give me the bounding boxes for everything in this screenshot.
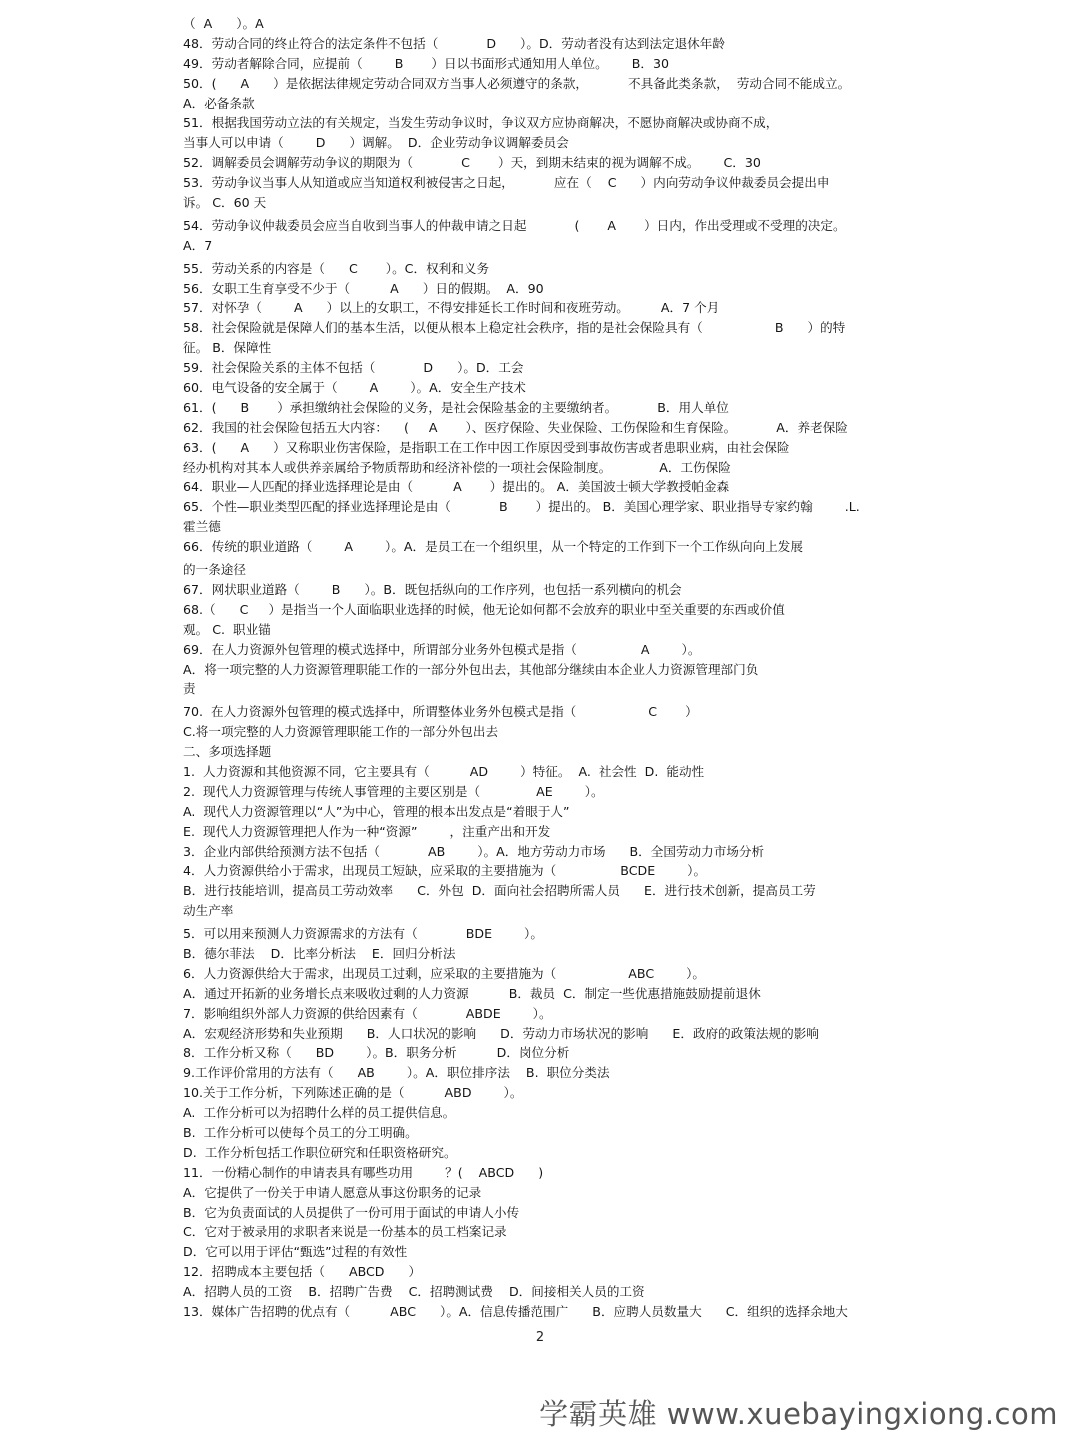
text-line: A. 工作分析可以为招聘什么样的员工提供信息。 [183, 1105, 456, 1121]
text-line: 60．电气设备的安全属于（ A ）。A．安全生产技术 [183, 380, 526, 396]
text-line: 1. 人力资源和其他资源不同，它主要具有（ AD ）特征。 A. 社会性 D. 能动性 [183, 763, 705, 779]
text-line: 5．可以用来预测人力资源需求的方法有（ BDE ）。 [183, 926, 543, 942]
text-line: B．进行技能培训，提高员工劳动效率 C．外包 D．面向社会招聘所需人员 E．进行技术创新，提高员工劳 [183, 883, 816, 899]
text-line: 53．劳动争议当事人从知道或应当知道权利被侵害之日起， 应在（ C ）内向劳动争议仲裁委员会提出申 [183, 175, 830, 191]
text-line: 55．劳动关系的内容是（ C ）。C．权利和义务 [183, 260, 490, 276]
text-line: 当事人可以申请（ D ）调解。 D．企业劳动争议调解委员会 [183, 135, 569, 151]
text-line: 13．媒体广告招聘的优点有（ ABC ）。A．信息传播范围广 B．应聘人员数量大 C．组织的选择余地大 [183, 1304, 848, 1319]
text-line: 65．个性—职业类型匹配的择业选择理论是由（ B ）提出的。 B．美国心理学家、职业指导专家约翰 .L. [183, 499, 860, 515]
text-line: 58．社会保险就是保障人们的基本生活，以便从根本上稳定社会秩序，指的是社会保险具有（ B ）的特 [183, 320, 846, 336]
text-line: B．它为负责面试的人员提供了一份可用于面试的申请人小传 [183, 1204, 520, 1220]
text-line: 68.（ C ）是指当一个人面临职业选择的时候，他无论如何都不会放弃的职业中至关重要的东西或价值 [183, 601, 785, 617]
text-line: A．将一项完整的人力资源管理职能工作的一部分外包出去，其他部分继续由本企业人力资源管理部门负 [183, 661, 759, 677]
text-line: B．德尔菲法 D．比率分析法 E．回归分析法 [183, 945, 456, 961]
text-line: 霍兰德 [183, 519, 221, 535]
text-line: 二、多项选择题 [183, 744, 272, 760]
watermark-logo: 学霸英雄 www.xuebayingxiong.com [539, 1397, 1058, 1431]
text-line: C．它对于被录用的求职者来说是一份基本的员工档案记录 [183, 1224, 507, 1240]
text-line: 62．我国的社会保险包括五大内容： ( A ）、医疗保险、失业保险、工伤保险和生育保险。 A．养老保险 [183, 419, 848, 435]
text-line: 6．人力资源供给大于需求，出现员工过剩，应采取的主要措施为（ ABC ）。 [183, 965, 706, 981]
text-line: 48．劳动合同的终止符合的法定条件不包括（ D ）。D．劳动者没有达到法定退休年龄 [183, 35, 725, 51]
text-line: 52．调解委员会调解劳动争议的期限为（ C ）天，到期未结束的视为调解不成。 C．30 [183, 155, 761, 171]
text-line: 动生产率 [183, 903, 234, 919]
text-line: D．它可以用于评估“甄选”过程的有效性 [183, 1244, 408, 1260]
text-line: 51．根据我国劳动立法的有关规定，当发生劳动争议时，争议双方应协商解决，不愿协商解决或协商不成， [183, 115, 779, 131]
text-line: 3．企业内部供给预测方法不包括（ AB ）。A．地方劳动力市场 B．全国劳动力市场分析 [183, 843, 765, 859]
text-line: E. 现代人力资源管理把人作为一种“资源” ，注重产出和开发 [183, 823, 551, 839]
text-line: 57．对怀孕（ A ）以上的女职工，不得安排延长工作时间和夜班劳动。 A．7 个月 [183, 300, 720, 316]
text-line: 9.工作评价常用的方法有（ AB ）。A．职位排序法 B. 职位分类法 [183, 1065, 610, 1081]
text-line: 观。 C. 职业锚 [183, 621, 271, 637]
text-line: 61．( B ）承担缴纳社会保险的义务，是社会保险基金的主要缴纳者。 B．用人单位 [183, 399, 729, 415]
text-line: D. 工作分析包括工作职位研究和任职资格研究。 [183, 1144, 457, 1160]
text-line: A．必备条款 [183, 95, 255, 111]
text-line: 59．社会保险关系的主体不包括（ D ）。D．工会 [183, 360, 524, 376]
document-body [183, 14, 913, 1322]
text-line: 50．( A ）是依据法律规定劳动合同双方当事人必须遵守的条款， 不具备此类条款， 劳动合同不能成立。 [183, 75, 851, 91]
text-line: 8．工作分析又称（ BD ）。B．职务分析 D．岗位分析 [183, 1045, 570, 1061]
text-line: 66．传统的职业道路（ A ）。A．是员工在一个组织里，从一个特定的工作到下一个工作纵向向上发展 [183, 539, 803, 555]
text-line: 10.关于工作分析，下列陈述正确的是（ ABD ）。 [183, 1085, 523, 1101]
text-line: 12．招聘成本主要包括（ ABCD ） [183, 1264, 422, 1280]
text-line: A．它提供了一份关于申请人愿意从事这份职务的记录 [183, 1184, 482, 1200]
text-line: 征。 B．保障性 [183, 340, 272, 356]
text-line: A．通过开拓新的业务增长点来吸收过剩的人力资源 B．裁员 C．制定一些优惠措施鼓励提前退休 [183, 985, 761, 1001]
text-line: 7．影响组织外部人力资源的供给因素有（ ABDE ）。 [183, 1005, 552, 1021]
text-line: 64．职业—人匹配的择业选择理论是由（ A ）提出的。 A．美国波士顿大学教授帕金森 [183, 479, 730, 495]
text-line: 54．劳动争议仲裁委员会应当自收到当事人的仲裁申请之日起 ( A ）日内，作出受理或不受理的决定。 [183, 217, 846, 233]
text-line: 11．一份精心制作的申请表具有哪些功用 ？( ABCD ) [183, 1164, 544, 1180]
text-line: C.将一项完整的人力资源管理职能工作的一部分外包出去 [183, 724, 499, 740]
text-line: 69．在人力资源外包管理的模式选择中，所谓部分业务外包模式是指（ A ）。 [183, 641, 701, 657]
page-number: 2 [535, 1330, 545, 1345]
text-line: 63．( A ）又称职业伤害保险，是指职工在工作中因工作原因受到事故伤害或者患职业病，由社会保险 [183, 439, 790, 455]
text-line: A．招聘人员的工资 B．招聘广告费 C．招聘测试费 D．间接相关人员的工资 [183, 1284, 645, 1300]
text-line: 经办机构对其本人或供养亲属给予物质帮助和经济补偿的一项社会保险制度。 A．工伤保险 [183, 459, 731, 475]
text-line: 2. 现代人力资源管理与传统人事管理的主要区别是（ AE ）。 [183, 783, 604, 799]
text-line: 49．劳动者解除合同，应提前（ B ）日以书面形式通知用人单位。 B．30 [183, 55, 670, 71]
text-line: A．7 [183, 237, 213, 253]
text-line: 责 [183, 681, 196, 697]
text-line: 4．人力资源供给小于需求，出现员工短缺，应采取的主要措施为（ BCDE ）。 [183, 863, 707, 879]
text-line: A. 现代人力资源管理以“人”为中心，管理的根本出发点是“着眼于人” [183, 803, 570, 819]
text-line: 67．网状职业道路（ B ）。B．既包括纵向的工作序列，也包括一系列横向的机会 [183, 581, 682, 597]
text-line: 56．女职工生育享受不少于（ A ）日的假期。 A．90 [183, 280, 544, 296]
text-line: A．宏观经济形势和失业预期 B．人口状况的影响 D．劳动力市场状况的影响 E．政府的政策法规的影响 [183, 1025, 819, 1041]
text-line: B. 工作分析可以使每个员工的分工明确。 [183, 1124, 418, 1140]
text-line: 70. 在人力资源外包管理的模式选择中，所谓整体业务外包模式是指（ C ） [183, 704, 698, 720]
text-line: （ A ）。A [183, 16, 264, 31]
text-line: 诉。 C．60 天 [183, 195, 267, 211]
text-line: 的一条途径 [183, 562, 246, 578]
